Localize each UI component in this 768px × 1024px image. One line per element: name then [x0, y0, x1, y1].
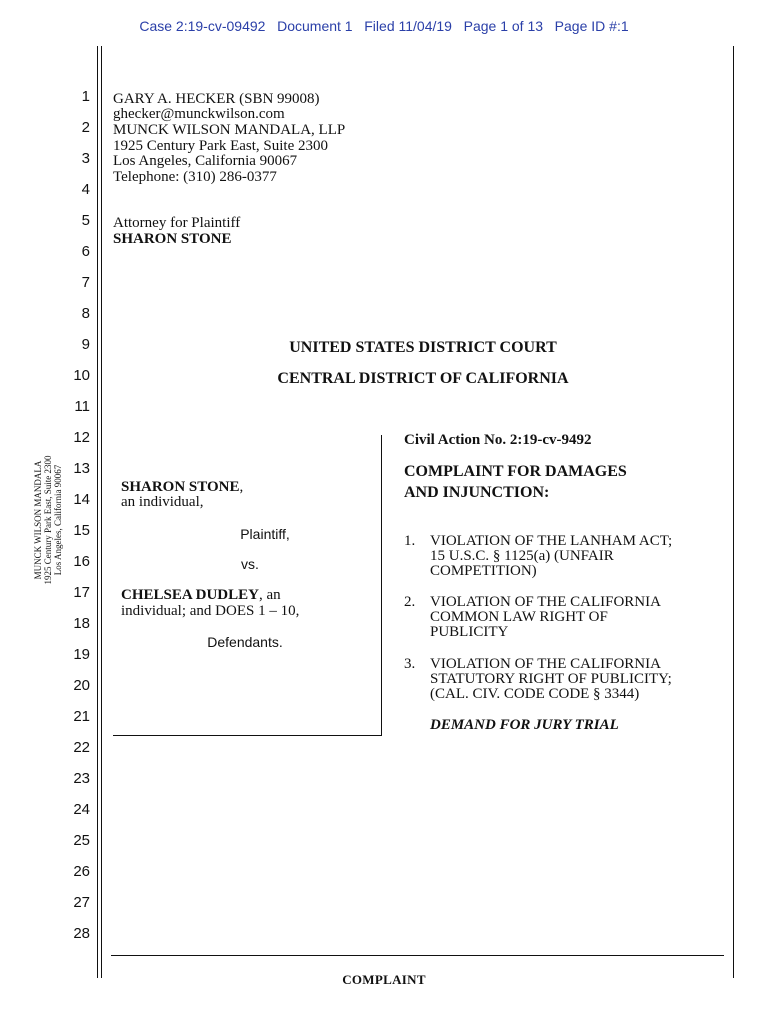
- line-number: 4: [81, 181, 90, 198]
- firm-address-2: Los Angeles, California 90067: [113, 153, 298, 169]
- attorney-role: Attorney for Plaintiff: [113, 215, 241, 231]
- firm-address-1: 1925 Century Park East, Suite 2300: [113, 138, 328, 154]
- jury-demand: DEMAND FOR JURY TRIAL: [430, 717, 619, 733]
- line-number: 11: [74, 398, 90, 415]
- footer-title: COMPLAINT: [342, 972, 426, 987]
- caption-divider: [381, 435, 382, 736]
- cause-line: STATUTORY RIGHT OF PUBLICITY;: [430, 671, 672, 687]
- court-district: CENTRAL DISTRICT OF CALIFORNIA: [277, 370, 569, 387]
- line-number: 25: [73, 832, 90, 849]
- cause-number: 3.: [404, 656, 416, 672]
- line-number: 8: [81, 305, 90, 322]
- cause-line: (CAL. CIV. CODE CODE § 3344): [430, 686, 640, 702]
- caption-bottom-rule: [113, 735, 382, 736]
- line-number: 16: [73, 553, 90, 570]
- case-header: Case 2:19-cv-09492 Document 1 Filed 11/04/19 Page 1 of 13 Page ID #:1: [139, 18, 629, 34]
- firm-telephone: Telephone: (310) 286-0377: [113, 169, 277, 185]
- plaintiff-label: Plaintiff,: [240, 526, 290, 542]
- cause-text: [430, 534, 672, 579]
- civil-action-number: Civil Action No. 2:19-cv-9492: [404, 432, 592, 448]
- firm-side-line: Los Angeles, California 90067: [53, 464, 63, 576]
- cause-line: PUBLICITY: [430, 624, 509, 640]
- cause-line: COMMON LAW RIGHT OF: [430, 609, 608, 625]
- cause-line: VIOLATION OF THE CALIFORNIA: [430, 656, 661, 672]
- line-number: 20: [73, 677, 90, 694]
- firm-side-line: 1925 Century Park East, Suite 2300: [43, 455, 53, 585]
- client-name: SHARON STONE: [113, 231, 232, 247]
- firm-side-line: MUNCK WILSON MANDALA: [33, 460, 43, 580]
- line-number: 24: [73, 801, 90, 818]
- line-number: 18: [73, 615, 90, 632]
- left-margin-rule-outer: [97, 46, 98, 978]
- line-number: 2: [81, 119, 90, 136]
- cause-line: VIOLATION OF THE LANHAM ACT;: [430, 533, 673, 549]
- line-number: 10: [73, 367, 90, 384]
- left-margin-rule-inner: [101, 46, 102, 978]
- line-number: 6: [81, 243, 90, 260]
- cause-line: VIOLATION OF THE CALIFORNIA: [430, 594, 661, 610]
- line-number: 13: [73, 460, 90, 477]
- cause-number: 2.: [404, 594, 416, 610]
- versus-label: vs.: [241, 556, 259, 572]
- court-name: UNITED STATES DISTRICT COURT: [289, 339, 557, 356]
- line-number: 21: [73, 708, 90, 725]
- defendant-suffix: , an: [258, 587, 281, 603]
- defendant-description: individual; and DOES 1 – 10,: [121, 603, 300, 619]
- line-number: 7: [81, 274, 90, 291]
- line-number: 12: [73, 429, 90, 446]
- line-number: 19: [73, 646, 90, 663]
- line-number: 9: [81, 336, 90, 353]
- attorney-email: ghecker@munckwilson.com: [113, 106, 285, 122]
- line-number: 22: [73, 739, 90, 756]
- defendant-line: [121, 588, 281, 603]
- defendant-label: Defendants.: [207, 634, 283, 650]
- cause-text: [430, 657, 672, 702]
- right-margin-rule: [733, 46, 734, 978]
- plaintiff-comma: ,: [239, 479, 244, 495]
- line-number: 3: [81, 150, 90, 167]
- plaintiff-name: SHARON STONE: [121, 479, 240, 495]
- cause-line: 15 U.S.C. § 1125(a) (UNFAIR: [430, 548, 614, 564]
- line-number: 26: [73, 863, 90, 880]
- complaint-title-2: AND INJUNCTION:: [404, 484, 550, 501]
- line-number: 1: [81, 88, 90, 105]
- footer-rule: [111, 955, 724, 956]
- plaintiff-description: an individual,: [121, 494, 204, 510]
- complaint-title-1: COMPLAINT FOR DAMAGES: [404, 463, 627, 480]
- cause-number: 1.: [404, 533, 416, 549]
- line-number: 17: [73, 584, 90, 601]
- line-number: 28: [73, 925, 90, 942]
- attorney-name: GARY A. HECKER (SBN 99008): [113, 91, 320, 107]
- cause-text: [430, 595, 661, 640]
- line-number: 27: [73, 894, 90, 911]
- line-number: 23: [73, 770, 90, 787]
- line-number: 15: [73, 522, 90, 539]
- plaintiff-line: [121, 480, 243, 495]
- defendant-name: CHELSEA DUDLEY: [121, 587, 259, 603]
- firm-side-label: [33, 456, 63, 585]
- cause-line: COMPETITION): [430, 563, 537, 579]
- firm-name: MUNCK WILSON MANDALA, LLP: [113, 122, 346, 138]
- line-number: 14: [73, 491, 90, 508]
- line-number: 5: [81, 212, 90, 229]
